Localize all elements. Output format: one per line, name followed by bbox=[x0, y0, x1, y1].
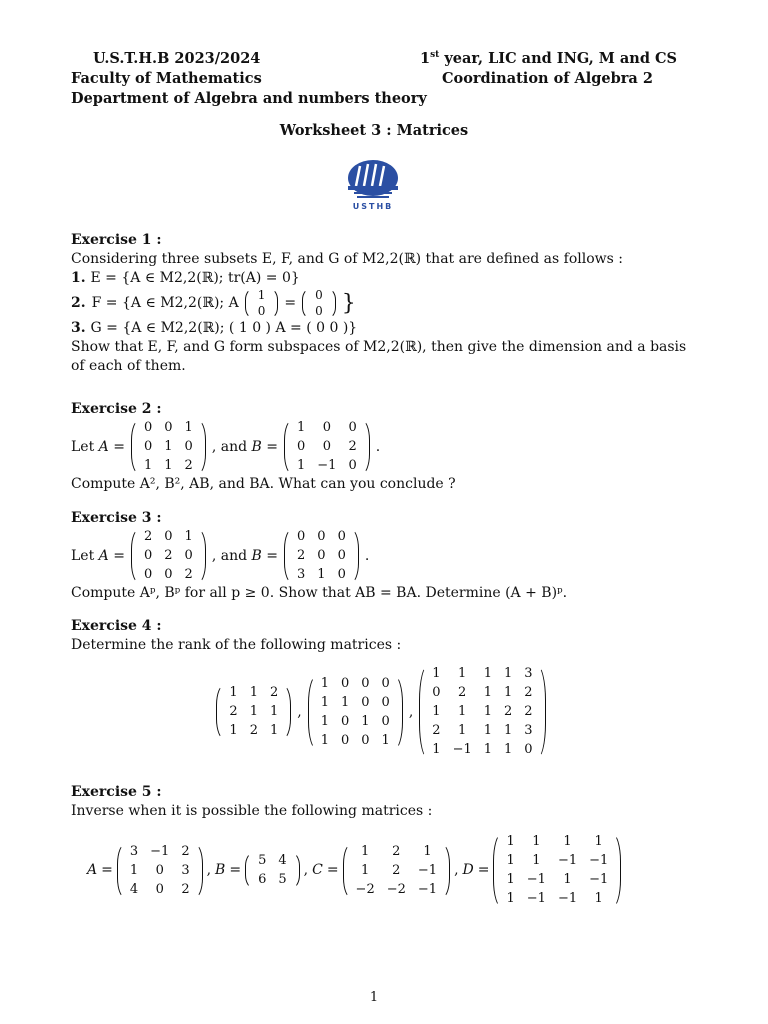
matrix-ex2-B bbox=[293, 419, 361, 475]
matrix-entry: 6 bbox=[258, 872, 267, 887]
matrix-entry: 1 bbox=[594, 834, 603, 849]
matrix-entry: −1 bbox=[452, 742, 472, 757]
exercise-4-matrices: 1 1 2 2 1 1 1 2 1 , 1 0 0 0 1 1 0 0 1 0 1 0 1 0 0 1 , 1 1 1 1 3 0 2 1 1 2 1 1 1 2 2 2 1 1 1 3 1 −1 1 1 0 bbox=[71, 665, 691, 759]
matrix-entry: 1 bbox=[594, 891, 603, 906]
exercise-1-item-2: 2. F = {A ∈ M2,2(ℝ); A 1 0 = 0 0 } bbox=[71, 288, 356, 318]
matrix-entry: 1 bbox=[532, 853, 541, 868]
matrix-entry: −1 bbox=[417, 881, 438, 897]
matrix-entry: 2 bbox=[392, 862, 401, 878]
matrix-entry: 2 bbox=[432, 723, 441, 738]
matrix-entry: 0 bbox=[317, 548, 326, 563]
matrix-entry: 0 bbox=[361, 675, 370, 691]
matrix-entry: 1 bbox=[269, 704, 279, 719]
matrix-entry: 0 bbox=[143, 548, 153, 563]
matrix-entry: 1 bbox=[381, 732, 390, 748]
matrix-entry: 0 bbox=[143, 567, 153, 582]
matrix-entry: 5 bbox=[278, 872, 287, 887]
matrix-entry: 1 bbox=[184, 529, 193, 544]
matrix-entry: 1 bbox=[320, 675, 329, 691]
matrix-entry: 3 bbox=[129, 843, 139, 859]
matrix-entry: −1 bbox=[589, 853, 609, 868]
header-coordination: Coordination of Algebra 2 bbox=[442, 70, 653, 87]
matrix-ex5-D bbox=[502, 833, 612, 908]
matrix-entry: 1 bbox=[504, 666, 513, 681]
matrix-entry: 3 bbox=[524, 723, 533, 738]
exercise-2-text: Compute A², B², AB, and BA. What can you conclude ? bbox=[71, 476, 456, 492]
header-department: Department of Algebra and numbers theory bbox=[71, 90, 427, 107]
exercise-5-intro: Inverse when it is possible the following matrices : bbox=[71, 803, 433, 819]
matrix-entry: −1 bbox=[557, 853, 578, 868]
matrix-entry: 0 bbox=[361, 694, 370, 710]
matrix-entry: 1 bbox=[361, 713, 370, 729]
exercise-5-matrices: A = 3 −1 2 1 0 3 4 0 2 , B = 5 4 6 5 , C = 1 2 1 1 2 −1 −2 −2 −1 , D = 1 1 1 1 1 1 −1 −1 1 −1 1 −1 1 −1 −1 1 bbox=[71, 833, 691, 908]
page-number: 1 bbox=[369, 990, 379, 1005]
matrix-entry: 0 bbox=[337, 567, 346, 582]
matrix-entry: 1 bbox=[506, 834, 515, 849]
matrix-entry: 2 bbox=[458, 685, 467, 700]
matrix-entry: −1 bbox=[557, 891, 578, 906]
matrix-entry: 0 bbox=[317, 529, 326, 544]
header-university: U.S.T.H.B 2023/2024 bbox=[93, 50, 261, 67]
matrix-entry: 1 bbox=[483, 685, 493, 700]
matrix-entry: 1 bbox=[317, 567, 326, 582]
matrix-entry: 1 bbox=[164, 439, 173, 454]
matrix-entry: 1 bbox=[360, 862, 370, 878]
matrix-entry: 1 bbox=[458, 666, 467, 681]
matrix-entry: 1 bbox=[483, 742, 493, 757]
matrix-ex4-3 bbox=[428, 665, 536, 759]
matrix-entry: 2 bbox=[249, 723, 258, 738]
matrix-entry: 1 bbox=[143, 458, 153, 473]
exercise-1 bbox=[71, 231, 691, 376]
matrix-entry: 1 bbox=[432, 666, 441, 681]
matrix-entry: 1 bbox=[320, 732, 329, 748]
matrix-entry: 1 bbox=[249, 685, 258, 700]
matrix-entry: 5 bbox=[258, 853, 267, 868]
matrix-entry: 1 bbox=[340, 694, 350, 710]
matrix-entry: 1 bbox=[164, 458, 173, 473]
matrix-entry: 1 bbox=[249, 704, 258, 719]
matrix-entry: 1 bbox=[360, 843, 370, 859]
matrix-entry: 0 bbox=[322, 420, 331, 435]
matrix-entry: 2 bbox=[229, 704, 238, 719]
matrix-ex2-A bbox=[140, 419, 197, 475]
matrix-entry: 2 bbox=[269, 685, 279, 700]
exercise-3-matrices: Let A = 2 0 1 0 2 0 0 0 2 , and B = 0 0 0 2 0 0 3 1 0 . bbox=[71, 529, 370, 582]
matrix-entry: −1 bbox=[150, 843, 170, 859]
matrix-entry: 0 bbox=[297, 529, 306, 544]
exercise-1-intro: Considering three subsets E, F, and G of M2,2(ℝ) that are defined as follows : bbox=[71, 251, 623, 267]
exercise-5-title: Exercise 5 : bbox=[71, 784, 162, 800]
matrix-entry: 1 bbox=[504, 685, 513, 700]
header-faculty: Faculty of Mathematics bbox=[71, 70, 262, 87]
matrix-entry: 3 bbox=[181, 862, 190, 878]
matrix-entry: 0 bbox=[164, 529, 173, 544]
matrix-entry: 1 bbox=[320, 713, 329, 729]
matrix-entry: 0 bbox=[155, 881, 164, 897]
exercise-1-title: Exercise 1 : bbox=[71, 232, 162, 248]
matrix-entry: 0 bbox=[348, 458, 357, 473]
matrix-entry: 2 bbox=[524, 685, 533, 700]
matrix-entry: 2 bbox=[181, 881, 190, 897]
matrix-entry: 1 bbox=[532, 834, 541, 849]
exercise-4 bbox=[71, 617, 691, 759]
matrix-entry: 4 bbox=[129, 881, 139, 897]
matrix-entry: 1 bbox=[563, 872, 572, 887]
matrix-entry: 3 bbox=[524, 666, 533, 681]
matrix-entry: 1 bbox=[432, 704, 441, 719]
matrix-entry: 1 bbox=[229, 723, 238, 738]
matrix-entry: 1 bbox=[129, 862, 139, 878]
header-year: 1st year, LIC and ING, M and CS bbox=[420, 50, 678, 67]
matrix-entry: 1 bbox=[483, 704, 493, 719]
matrix-ex4-1 bbox=[225, 684, 282, 740]
matrix-entry: −1 bbox=[317, 458, 337, 473]
matrix-ex5-A bbox=[126, 843, 194, 899]
matrix-entry: 0 bbox=[361, 732, 370, 748]
matrix-entry: 1 bbox=[506, 891, 515, 906]
matrix-entry: 2 bbox=[184, 458, 193, 473]
matrix-entry: 2 bbox=[297, 548, 306, 563]
matrix-entry: 1 bbox=[229, 685, 238, 700]
matrix-entry: 1 bbox=[320, 694, 329, 710]
matrix-entry: −2 bbox=[386, 881, 406, 897]
matrix-entry: 1 bbox=[458, 723, 467, 738]
matrix-entry: 0 bbox=[348, 420, 357, 435]
matrix-entry: 2 bbox=[348, 439, 357, 454]
logo-text: USTHB bbox=[352, 202, 394, 211]
matrix-entry: 0 bbox=[184, 548, 193, 563]
matrix-entry: 1 bbox=[504, 742, 513, 757]
matrix-entry: 3 bbox=[297, 567, 306, 582]
matrix-entry: 1 bbox=[483, 666, 493, 681]
matrix-ex4-2 bbox=[317, 675, 394, 750]
matrix-entry: 0 bbox=[164, 420, 173, 435]
matrix-ex3-A bbox=[140, 528, 197, 584]
matrix-entry: 1 bbox=[423, 843, 432, 859]
exercise-4-intro: Determine the rank of the following matrices : bbox=[71, 637, 402, 653]
matrix-entry: −1 bbox=[526, 891, 546, 906]
matrix-entry: 2 bbox=[181, 843, 190, 859]
matrix-entry: 1 bbox=[297, 420, 306, 435]
matrix-ex3-B bbox=[293, 528, 350, 584]
matrix-entry: 2 bbox=[392, 843, 401, 859]
exercise-4-title: Exercise 4 : bbox=[71, 618, 162, 634]
matrix-entry: 2 bbox=[143, 529, 153, 544]
exercise-3-text: Compute Aᵖ, Bᵖ for all p ≥ 0. Show that AB = BA. Determine (A + B)ᵖ. bbox=[71, 585, 568, 601]
matrix-entry: 0 bbox=[155, 862, 164, 878]
header-left bbox=[71, 49, 427, 109]
matrix-entry: 0 bbox=[381, 713, 390, 729]
matrix-entry: 0 bbox=[297, 439, 306, 454]
matrix-entry: 0 bbox=[340, 675, 350, 691]
matrix-entry: 1 bbox=[458, 704, 467, 719]
exercise-1-item-3: 3. G = {A ∈ M2,2(ℝ); ( 1 0 ) A = ( 0 0 )} bbox=[71, 320, 358, 336]
matrix-entry: 0 bbox=[337, 548, 346, 563]
matrix-entry: 1 bbox=[504, 723, 513, 738]
matrix-entry: 0 bbox=[381, 675, 390, 691]
exercise-1-item-1: 1. E = {A ∈ M2,2(ℝ); tr(A) = 0} bbox=[71, 270, 300, 286]
matrix-entry: 0 bbox=[143, 439, 153, 454]
header-right bbox=[420, 49, 677, 89]
matrix-entry: 2 bbox=[524, 704, 533, 719]
matrix-entry: 2 bbox=[184, 567, 193, 582]
exercise-1-outro: Show that E, F, and G form subspaces of M2,2(ℝ), then give the dimension and a basis of each of them. bbox=[71, 339, 687, 374]
matrix-entry: 0 bbox=[432, 685, 441, 700]
exercise-3-title: Exercise 3 : bbox=[71, 510, 162, 526]
matrix-entry: −1 bbox=[589, 872, 609, 887]
matrix-ex5-B bbox=[254, 852, 291, 889]
exercise-2 bbox=[71, 400, 691, 494]
exercise-2-title: Exercise 2 : bbox=[71, 401, 162, 417]
matrix-entry: −1 bbox=[417, 862, 438, 878]
matrix-entry: 1 bbox=[269, 723, 279, 738]
matrix-entry: 2 bbox=[164, 548, 173, 563]
matrix-entry: 1 bbox=[563, 834, 572, 849]
matrix-ex5-C bbox=[352, 843, 442, 899]
matrix-entry: 0 bbox=[340, 732, 350, 748]
exercise-2-matrices: Let A = 0 0 1 0 1 0 1 1 2 , and B = 1 0 0 0 0 2 1 −1 0 . bbox=[71, 420, 381, 473]
matrix-entry: 0 bbox=[524, 742, 533, 757]
matrix-entry: 0 bbox=[381, 694, 390, 710]
matrix-entry: 0 bbox=[337, 529, 346, 544]
matrix-entry: 0 bbox=[184, 439, 193, 454]
matrix-entry: 0 bbox=[143, 420, 153, 435]
matrix-entry: 0 bbox=[322, 439, 331, 454]
matrix-entry: −1 bbox=[526, 872, 546, 887]
matrix-entry: −2 bbox=[355, 881, 375, 897]
usthb-logo bbox=[346, 158, 400, 212]
matrix-entry: 1 bbox=[506, 872, 515, 887]
matrix-entry: 1 bbox=[483, 723, 493, 738]
matrix-entry: 0 bbox=[340, 713, 350, 729]
matrix-entry: 1 bbox=[184, 420, 193, 435]
worksheet-title: Worksheet 3 : Matrices bbox=[279, 122, 469, 139]
matrix-entry: 2 bbox=[504, 704, 513, 719]
matrix-entry: 1 bbox=[506, 853, 515, 868]
matrix-entry: 0 bbox=[164, 567, 173, 582]
matrix-entry: 1 bbox=[432, 742, 441, 757]
exercise-5 bbox=[71, 783, 691, 908]
matrix-entry: 4 bbox=[278, 853, 287, 868]
matrix-entry: 1 bbox=[297, 458, 306, 473]
exercise-3 bbox=[71, 509, 691, 603]
